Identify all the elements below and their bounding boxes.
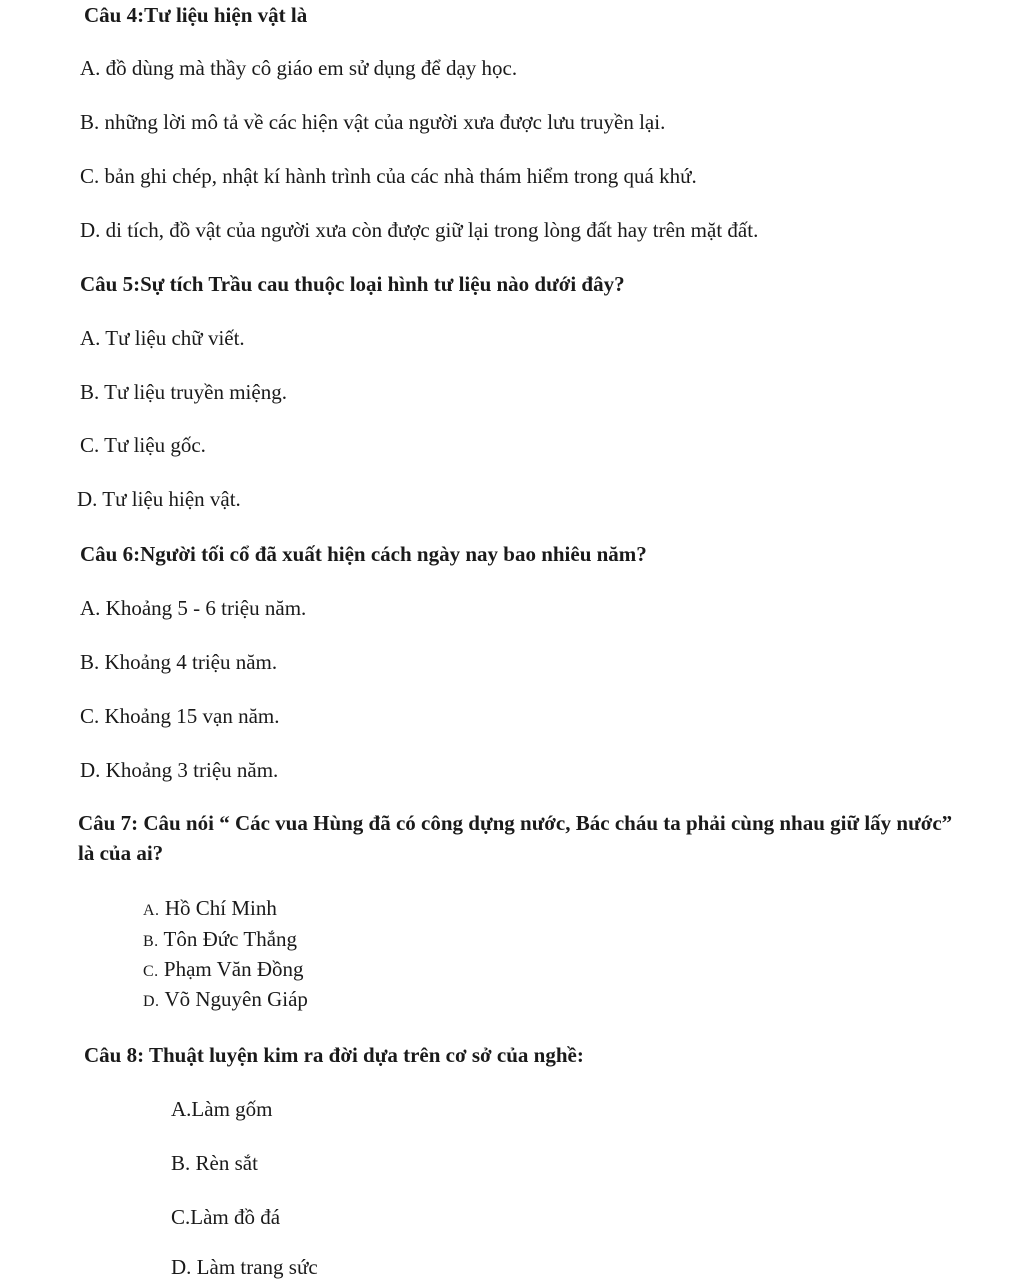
question-6-option-c: C. Khoảng 15 vạn năm. [80, 704, 280, 728]
question-7-title: Câu 7: Câu nói “ Các vua Hùng đã có công dựng nước, Bác cháu ta phải cùng nhau giữ lấy nước” là của ai? [78, 811, 953, 865]
option-text: Tôn Đức Thắng [163, 927, 298, 951]
option-letter: A. [143, 902, 160, 919]
question-4-option-d: D. di tích, đồ vật của người xưa còn được giữ lại trong lòng đất hay trên mặt đất. [80, 218, 759, 242]
question-6-option-a: A. Khoảng 5 - 6 triệu năm. [80, 596, 307, 620]
option-letter: D. [143, 993, 160, 1010]
question-8-option-d: D. Làm trang sức [171, 1255, 318, 1279]
question-5-option-d: D. Tư liệu hiện vật. [77, 487, 241, 511]
question-6-option-b: B. Khoảng 4 triệu năm. [80, 650, 278, 674]
question-7-option-a [143, 895, 277, 924]
option-text: Phạm Văn Đồng [163, 957, 304, 981]
question-5-option-a: A. Tư liệu chữ viết. [80, 326, 245, 350]
question-6-option-d: D. Khoảng 3 triệu năm. [80, 758, 279, 782]
option-letter: B. [143, 933, 159, 950]
question-8-option-a: A.Làm gốm [171, 1097, 273, 1121]
option-text: Hồ Chí Minh [164, 896, 277, 920]
option-letter: C. [143, 963, 159, 980]
option-text: Võ Nguyên Giáp [164, 987, 308, 1011]
question-5-option-b: B. Tư liệu truyền miệng. [80, 380, 287, 404]
question-4-option-a: A. đồ dùng mà thầy cô giáo em sử dụng để dạy học. [80, 56, 518, 80]
question-4-option-c: C. bản ghi chép, nhật kí hành trình của các nhà thám hiểm trong quá khứ. [80, 164, 697, 188]
question-5-title: Câu 5:Sự tích Trầu cau thuộc loại hình tư liệu nào dưới đây? [80, 272, 625, 296]
question-5-option-c: C. Tư liệu gốc. [80, 433, 206, 457]
question-4-option-b: B. những lời mô tả về các hiện vật của người xưa được lưu truyền lại. [80, 110, 666, 134]
question-4-title: Câu 4:Tư liệu hiện vật là [84, 3, 308, 27]
question-8-option-b: B. Rèn sắt [171, 1151, 258, 1175]
question-7-option-b [143, 926, 297, 955]
question-7-option-c [143, 956, 304, 985]
question-7-option-d [143, 986, 308, 1015]
question-6-title: Câu 6:Người tối cổ đã xuất hiện cách ngày nay bao nhiêu năm? [80, 542, 647, 566]
question-8-title: Câu 8: Thuật luyện kim ra đời dựa trên cơ sở của nghề: [84, 1043, 584, 1067]
question-8-option-c: C.Làm đồ đá [171, 1205, 281, 1229]
